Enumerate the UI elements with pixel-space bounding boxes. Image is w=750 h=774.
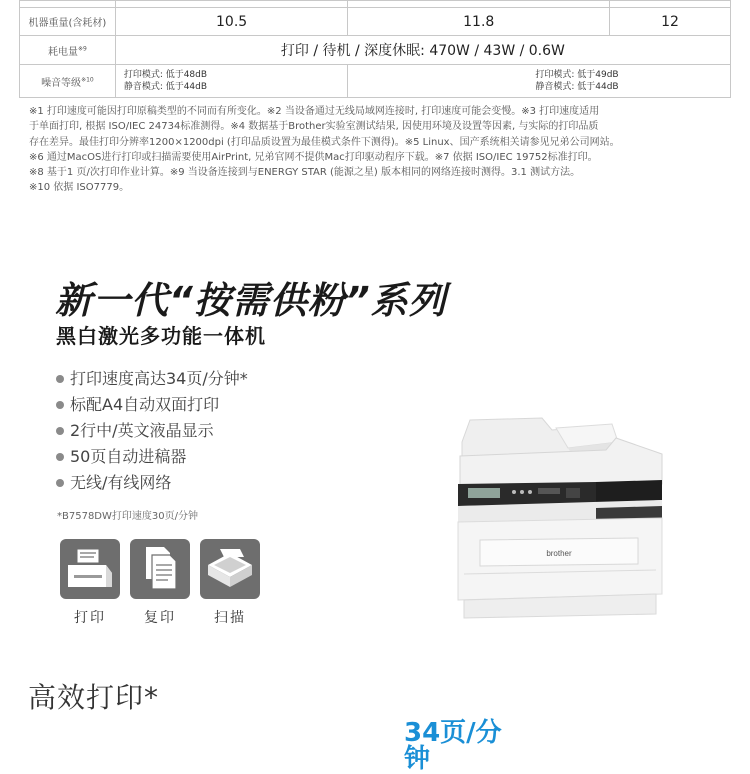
printer-illustration — [456, 414, 666, 620]
brand-logo: brother — [546, 549, 572, 558]
footnote-line: 存在差异。最佳打印分辨率1200×1200dpi (打印品质设置为最佳模式条件下测得)。※5 Linux、国产系统相关请参见兄弟公司网站。 — [29, 136, 620, 148]
subhead: 黑白激光多功能一体机 — [56, 324, 266, 348]
bullet-icon — [56, 479, 64, 487]
table-row — [20, 1, 731, 8]
print-label: 打印 — [74, 610, 106, 626]
weight-value: 10.5 — [115, 8, 348, 36]
noise-col1: 打印模式: 低于48dB 静音模式: 低于44dB — [115, 65, 348, 98]
feature-note: *B7578DW打印速度30页/分钟 — [57, 511, 198, 522]
table-row-weight — [20, 8, 731, 36]
print-icon — [60, 539, 120, 599]
list-item: 打印速度高达34页/分钟* — [56, 366, 248, 392]
table-row-power — [20, 36, 731, 65]
footnote-line: ※6 通过MacOS进行打印或扫描需要使用AirPrint, 兄弟官网不提供Mac打印驱动程序下载。※7 依据 ISO/IEC 19752标准打印。 — [29, 151, 598, 163]
noise-label: 噪音等级$^{※10}$ — [20, 65, 116, 98]
list-item: 50页自动进稿器 — [56, 444, 248, 470]
feature-list — [56, 366, 248, 496]
speed-highlight: 34页/分钟 — [404, 718, 502, 774]
spec-table — [19, 0, 731, 98]
bullet-icon — [56, 427, 64, 435]
noise-col2: 打印模式: 低于49dB 静音模式: 低于44dB — [348, 65, 731, 98]
headline: 新一代“按需供粉”系列 — [55, 279, 447, 322]
footnotes — [29, 104, 729, 196]
power-value: 打印 / 待机 / 深度休眠: 470W / 43W / 0.6W — [115, 36, 730, 65]
footnote-line: ※1 打印速度可能因打印原稿类型的不同而有所变化。※2 当设备通过无线局域网连接时, 打印速度可能会变慢。※3 打印速度适用 — [29, 106, 600, 117]
list-item: 2行中/英文液晶显示 — [56, 418, 248, 444]
copy-label: 复印 — [144, 610, 176, 626]
scan-icon — [200, 539, 260, 599]
bullet-icon — [56, 401, 64, 409]
section-title: 高效打印* — [28, 681, 160, 714]
power-label: 耗电量$^{※9}$ — [20, 36, 116, 65]
weight-label: 机器重量(含耗材) — [20, 8, 116, 36]
footnote-line: 于单面打印, 根据 ISO/IEC 24734标准测得。※4 数据基于Brother实验室测试结果, 因使用环境及设置等因素, 与实际的打印品质 — [29, 121, 599, 133]
scan-label: 扫描 — [214, 610, 246, 626]
bullet-icon — [56, 453, 64, 461]
copy-icon — [130, 539, 190, 599]
weight-value: 11.8 — [348, 8, 610, 36]
list-item: 无线/有线网络 — [56, 470, 248, 496]
list-item: 标配A4自动双面打印 — [56, 392, 248, 418]
bullet-icon — [56, 375, 64, 383]
footnote-line: ※10 依据 ISO7779。 — [29, 182, 130, 194]
table-row-noise — [20, 65, 731, 98]
footnote-line: ※8 基于1 页/次打印作业计算。※9 当设备连接到与ENERGY STAR (能源之星) 版本相同的网络连接时测得。3.1 测试方法。 — [29, 167, 581, 179]
weight-value: 12 — [610, 8, 731, 36]
